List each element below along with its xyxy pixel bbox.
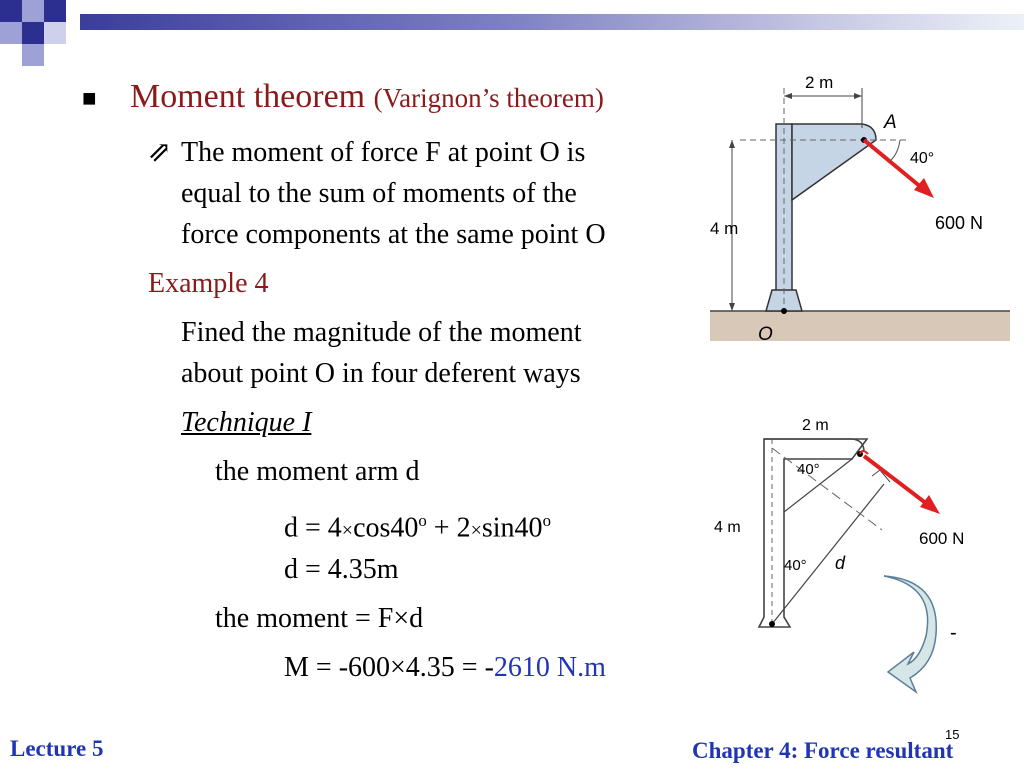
question-line-2: about point O in four deferent ways: [181, 358, 581, 389]
fig2-force-label: 600 N: [919, 529, 965, 548]
eq1-degree-1: o: [418, 511, 427, 530]
eq1-prefix: d = 4: [284, 512, 342, 544]
clockwise-rotation-icon: [874, 572, 944, 698]
eq3-prefix: M = -600×4.35 = -: [284, 652, 494, 683]
eq1-times-2: ×: [470, 519, 482, 542]
fig1-point-a: A: [884, 112, 897, 133]
eq1-sin: sin40: [481, 512, 543, 544]
moment-label: the moment = F×d: [215, 603, 424, 634]
statement-line-1: The moment of force F at point O is: [181, 137, 586, 168]
figure-bracket-diagram: [710, 68, 1010, 348]
slide-heading: [130, 78, 604, 116]
fig1-point-o: O: [758, 324, 773, 345]
eq1-cos: cos40: [353, 512, 419, 544]
statement-line-2: equal to the sum of moments of the: [181, 178, 577, 209]
square-bullet-icon: ■: [82, 86, 97, 112]
fig1-force-label: 600 N: [935, 213, 984, 233]
footer-chapter: Chapter 4: Force resultant: [692, 738, 954, 763]
fig2-arm-label: d: [835, 553, 846, 573]
heading-sub: (Varignon’s theorem): [373, 83, 604, 113]
fig2-angle-bottom: 40°: [784, 557, 807, 574]
fig2-height-label: 4 m: [714, 519, 741, 536]
fig1-angle-label: 40°: [910, 150, 935, 167]
technique-title: Technique I: [181, 407, 312, 438]
fig1-width-label: 2 m: [805, 73, 834, 92]
moment-arm-label: the moment arm d: [215, 456, 420, 487]
fig2-angle-top: 40°: [797, 461, 820, 478]
question-line-1: Fined the magnitude of the moment: [181, 317, 582, 348]
heading-main: Moment theorem: [130, 78, 366, 115]
fig1-height-label: 4 m: [710, 219, 739, 238]
eq1-plus: + 2: [426, 512, 471, 544]
example-title: Example 4: [148, 268, 269, 299]
equation-d-result: d = 4.35m: [284, 554, 399, 585]
ground: [710, 311, 1010, 341]
equation-moment: [284, 647, 606, 689]
eq3-result: 2610 N.m: [493, 652, 606, 683]
equation-d: [284, 500, 551, 551]
page-number: 15: [945, 727, 960, 742]
statement-line-3: force components at the same point O: [181, 219, 606, 250]
eq1-degree-2: o: [542, 511, 551, 530]
moment-sign: -: [950, 622, 957, 644]
title-bar-decoration: [80, 14, 1024, 30]
fig2-width-label: 2 m: [802, 417, 829, 434]
arrow-bullet-icon: ⇗: [148, 137, 172, 168]
footer-lecture: Lecture 5: [10, 736, 104, 761]
figure-moment-arm-diagram: [712, 412, 1002, 637]
eq1-times-1: ×: [341, 519, 354, 542]
